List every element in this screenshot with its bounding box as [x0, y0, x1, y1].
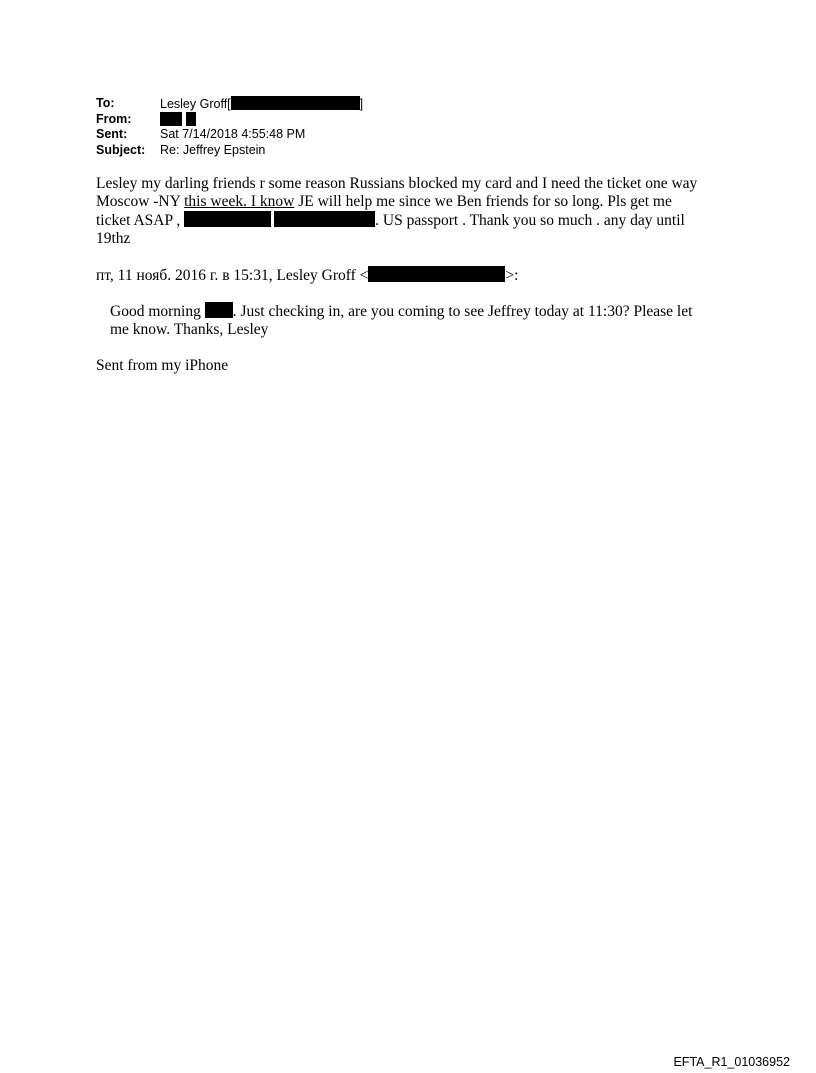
quote-text: . Just checking in, are you coming to see Jeffrey today at 11:30? Please let: [232, 303, 693, 320]
quote-header-text: пт, 11 нояб. 2016 г. в 15:31, Lesley Groff <: [96, 267, 369, 284]
body-line: Lesley my darling friends r some reason Russians blocked my card and I need the ticket one way: [96, 175, 698, 192]
body-text: . US passport . Thank you so much . any day until: [375, 212, 685, 229]
quote-text: Good morning: [110, 303, 201, 320]
quote-line: me know. Thanks, Lesley: [110, 321, 269, 338]
body-line: 19thz: [96, 230, 131, 247]
subject-label: Subject:: [96, 142, 146, 157]
body-text: ticket ASAP ,: [96, 212, 181, 229]
sent-label: Sent:: [96, 127, 128, 141]
message-body: [96, 175, 736, 248]
to-close: ]: [359, 97, 364, 111]
to-name: Lesley Groff[: [160, 97, 231, 111]
from-value: [160, 112, 196, 129]
redaction-block: [368, 266, 505, 282]
redaction-block: [186, 112, 196, 126]
to-value: [160, 96, 363, 113]
quote-line: [110, 302, 692, 321]
document-id: EFTA_R1_01036952: [673, 1055, 790, 1069]
quoted-message: [110, 302, 692, 339]
redaction-block: [160, 112, 182, 126]
signature: Sent from my iPhone: [96, 357, 229, 374]
redaction-block: [184, 211, 271, 227]
quote-header: [96, 266, 518, 285]
body-line: [96, 193, 736, 211]
redaction-block: [274, 211, 375, 227]
quote-header-end: >:: [505, 267, 519, 284]
body-line: [96, 211, 736, 230]
sent-value: Sat 7/14/2018 4:55:48 PM: [160, 127, 306, 141]
from-label: From:: [96, 111, 132, 126]
subject-value: Re: Jeffrey Epstein: [160, 142, 266, 157]
redaction-block: [231, 96, 360, 110]
redaction-block: [205, 302, 233, 318]
body-text: Moscow -NY: [96, 193, 185, 210]
body-text: JE will help me since we Ben friends for so long. Pls get me: [294, 193, 672, 210]
underlined-text: this week. I know: [184, 193, 295, 210]
to-label: To:: [96, 96, 115, 110]
